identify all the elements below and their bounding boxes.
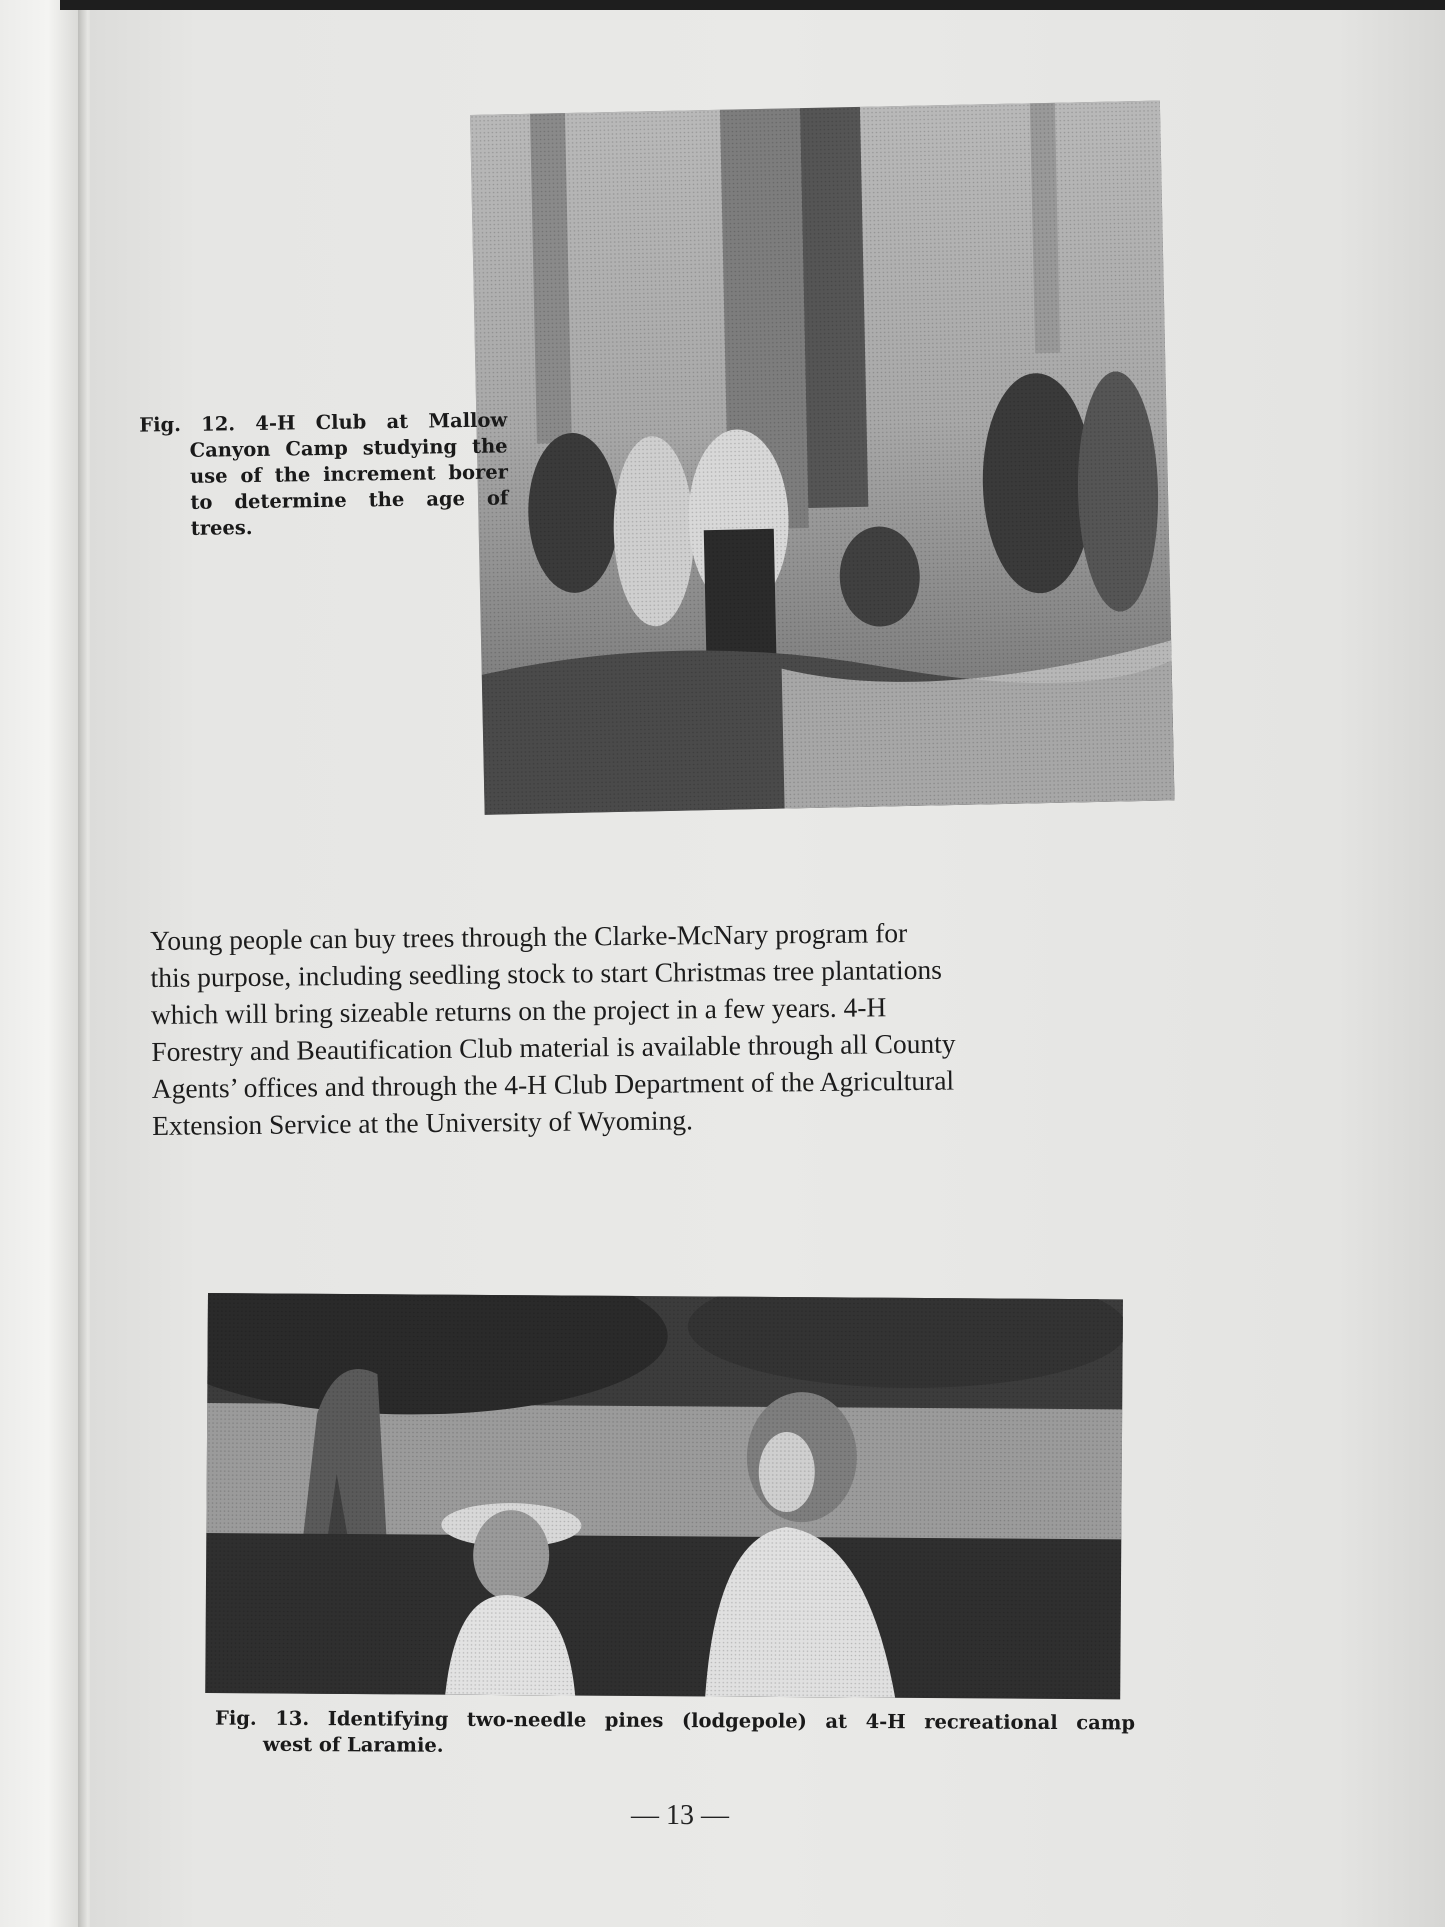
top-shadow [60,0,1445,10]
body-line: Extension Service at the University of Wyoming. [151,1104,694,1141]
figure-13-caption-line-2: west of Laramie. [262,1732,444,1757]
body-line: Young people can buy trees through the Clarke-McNary program for [150,917,908,956]
figure-12-caption: Fig. 12. 4-H Club at Mallow Canyon Camp studying the use of the increment borer to determine the age of trees. [139,408,509,540]
facing-page-edge [0,0,80,1927]
figure-12-photo [470,101,1175,815]
page-number: — 13 — [631,1800,729,1831]
body-paragraph [150,911,1182,1144]
body-line: Forestry and Beautification Club material is available through all County [151,1027,956,1067]
figure-13-photo [205,1293,1123,1699]
figure-13-caption-line-1: Fig. 13. Identifying two-needle pines (lodgepole) at 4-H recreational camp [215,1706,1136,1735]
body-line: which will bring sizeable returns on the project in a few years. 4-H [150,991,887,1030]
body-line: Agents’ offices and through the 4-H Club Department of the Agricultural [151,1064,955,1104]
figure-13-caption [215,1706,1135,1763]
body-line: this purpose, including seedling stock to start Christmas tree plantations [150,953,942,993]
